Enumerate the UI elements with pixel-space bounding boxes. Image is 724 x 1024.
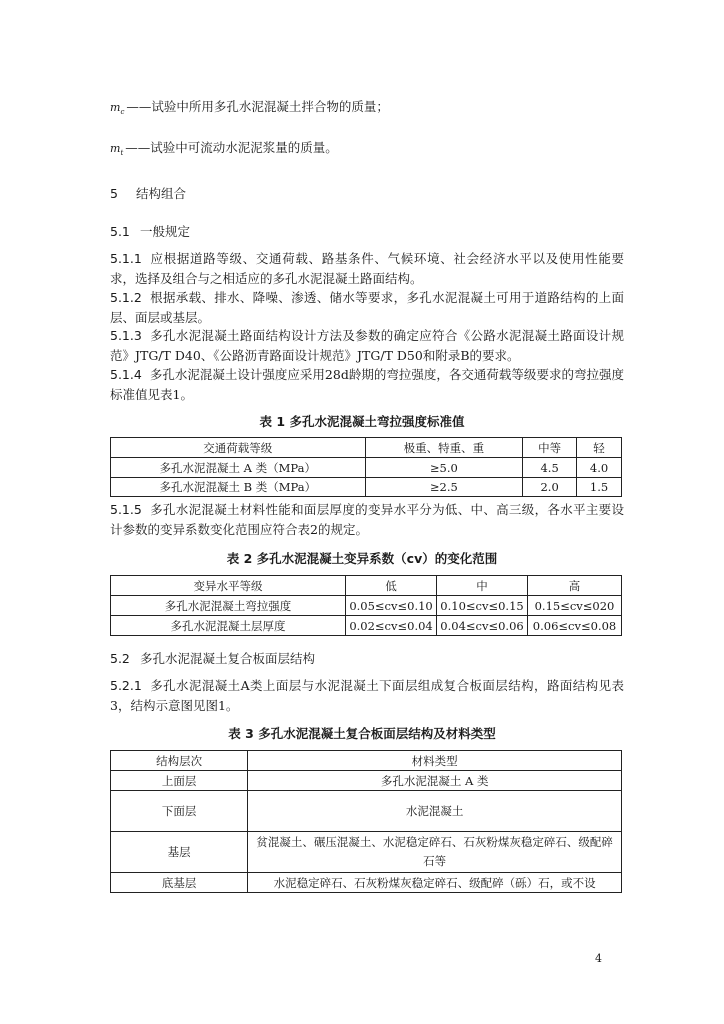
definition-text: ——试验中可流动水泥泥浆量的质量。 [125,140,338,155]
table-row [111,791,622,832]
table-cell: 多孔水泥混凝土层厚度 [111,616,346,636]
table-header-cell: 高 [528,576,622,596]
table-row [111,616,622,636]
definition-mt [110,140,338,161]
table-cell: 水泥稳定碎石、石灰粉煤灰稳定碎石、级配碎（砾）石，或不设 [248,873,622,893]
table-caption: 表 3 多孔水泥混凝土复合板面层结构及材料类型 [228,726,496,741]
table-header-cell: 中 [437,576,528,596]
table-header-cell: 交通荷载等级 [111,438,366,458]
paragraph-5-2-1: 5.2.1 多孔水泥混凝土A类上面层与水泥混凝土下面层组成复合板面层结构，路面结构见表3，结构示意图见图1。 [110,678,624,713]
table-header-cell: 低 [346,576,437,596]
section-heading-5: 5 结构组合 [110,186,187,201]
table-header-cell: 中等 [523,438,577,458]
table-header-cell: 材料类型 [248,751,622,771]
paragraph-5-1-4: 5.1.4 多孔水泥混凝土设计强度应采用28d龄期的弯拉强度，各交通荷载等级要求的弯拉强度标准值见表1。 [110,367,624,402]
page-number: 4 [595,952,602,965]
table-cell: 0.06≤cv≤0.08 [528,616,622,636]
table-header-cell: 极重、特重、重 [365,438,523,458]
table-cell: 底基层 [111,873,248,893]
table-cell: 4.5 [523,458,577,478]
table-cell: ≥5.0 [365,458,523,478]
section-heading-5-1: 5.1 一般规定 [110,224,191,239]
table-cell: 贫混凝土、碾压混凝土、水泥稳定碎石、石灰粉煤灰稳定碎石、级配碎石等 [248,832,622,873]
table-cell: 多孔水泥混凝土 A 类 [248,771,622,791]
table-cell: 多孔水泥混凝土 A 类（MPa） [111,458,366,478]
table-cell: 0.05≤cv≤0.10 [346,596,437,616]
definition-mc [110,99,389,120]
table-cell: ≥2.5 [365,478,523,497]
definition-text: ——试验中所用多孔水泥混凝土拌合物的质量； [126,99,389,114]
table-cell: 0.02≤cv≤0.04 [346,616,437,636]
table-caption: 表 1 多孔水泥混凝土弯拉强度标准值 [259,414,465,429]
symbol-mc: $m_c$ [110,101,125,117]
table-row [111,478,622,497]
table-cell: 0.15≤cv≤020 [528,596,622,616]
section-heading-5-2: 5.2 多孔水泥混凝土复合板面层结构 [110,651,316,666]
table-header-row [111,751,622,771]
table-caption: 表 2 多孔水泥混凝土变异系数（cv）的变化范围 [226,551,498,566]
table-row [111,771,622,791]
table-cell: 下面层 [111,791,248,832]
table-cell: 0.10≤cv≤0.15 [437,596,528,616]
paragraph-5-1-2: 5.1.2 根据承载、排水、降噪、渗透、储水等要求，多孔水泥混凝土可用于道路结构的上面层、面层或基层。 [110,290,624,325]
paragraph-5-1-3: 5.1.3 多孔水泥混凝土路面结构设计方法及参数的确定应符合《公路水泥混凝土路面设计规范》JTG/T D40、《公路沥青路面设计规范》JTG/T D50和附录B的要求。 [110,328,624,363]
table-cell: 基层 [111,832,248,873]
table-3 [110,750,622,893]
table-2 [110,575,622,636]
paragraph-5-1-1: 5.1.1 应根据道路等级、交通荷载、路基条件、气候环境、社会经济水平以及使用性能要求，选择及组合与之相适应的多孔水泥混凝土路面结构。 [110,251,624,286]
table-1 [110,437,622,497]
symbol-mt: $m_t$ [110,142,124,158]
table-row [111,873,622,893]
table-cell: 0.04≤cv≤0.06 [437,616,528,636]
table-cell: 1.5 [577,478,622,497]
table-cell: 多孔水泥混凝土 B 类（MPa） [111,478,366,497]
table-row [111,832,622,873]
table-row [111,458,622,478]
table-header-cell: 轻 [577,438,622,458]
table-header-row [111,438,622,458]
table-cell: 4.0 [577,458,622,478]
table-cell: 水泥混凝土 [248,791,622,832]
paragraph-5-1-5: 5.1.5 多孔水泥混凝土材料性能和面层厚度的变异水平分为低、中、高三级，各水平主要设计参数的变异系数变化范围应符合表2的规定。 [110,502,624,537]
table-header-row [111,576,622,596]
table-row [111,596,622,616]
table-header-cell: 结构层次 [111,751,248,771]
table-cell: 2.0 [523,478,577,497]
table-cell: 多孔水泥混凝土弯拉强度 [111,596,346,616]
table-header-cell: 变异水平等级 [111,576,346,596]
table-cell: 上面层 [111,771,248,791]
